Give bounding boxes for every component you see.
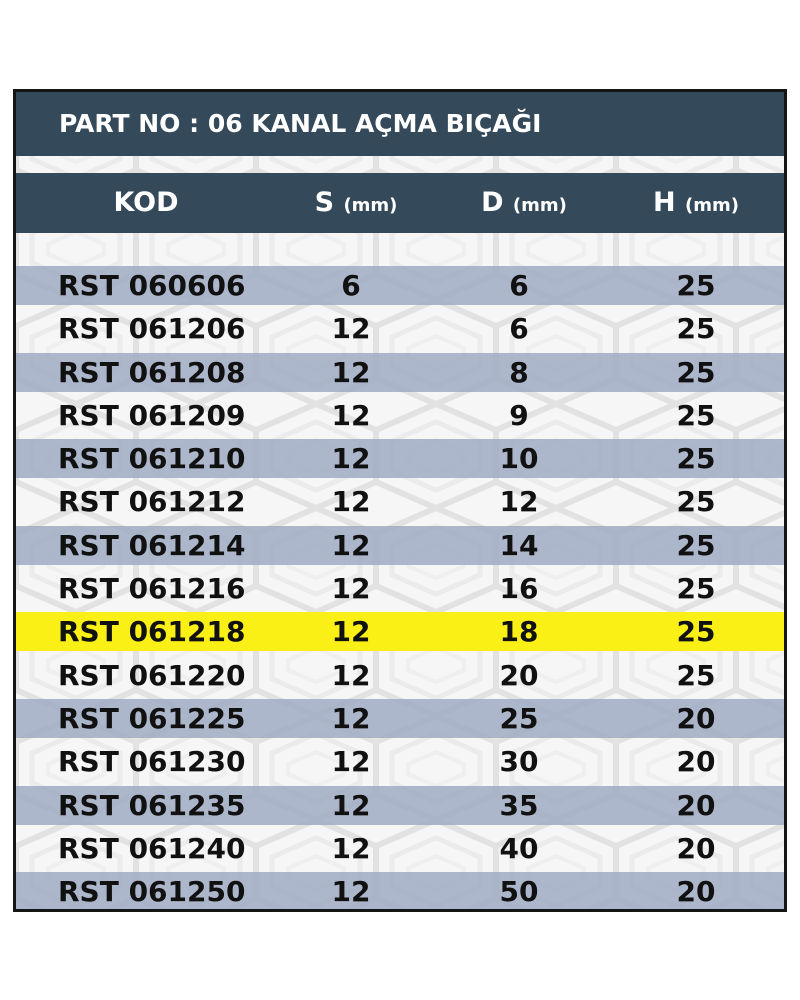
cell-d: 35 bbox=[499, 788, 539, 822]
header-s-label: S bbox=[314, 187, 335, 218]
table-row bbox=[16, 872, 784, 911]
cell-d: 14 bbox=[499, 528, 539, 562]
header-s bbox=[286, 173, 426, 233]
cell-d: 40 bbox=[499, 831, 539, 865]
cell-h: 20 bbox=[676, 831, 716, 865]
header-d-unit: (mm) bbox=[512, 195, 567, 216]
cell-h: 20 bbox=[676, 788, 716, 822]
cell-h: 20 bbox=[676, 701, 716, 735]
cell-d: 25 bbox=[499, 701, 539, 735]
cell-h: 25 bbox=[676, 312, 716, 346]
cell-h: 25 bbox=[676, 658, 716, 692]
cell-s: 12 bbox=[331, 312, 371, 346]
cell-s: 12 bbox=[331, 875, 371, 909]
cell-h: 25 bbox=[676, 269, 716, 302]
cell-h: 20 bbox=[676, 875, 716, 909]
table-row bbox=[16, 699, 784, 738]
table-row bbox=[16, 439, 784, 478]
cell-h: 25 bbox=[676, 485, 716, 519]
cell-h: 25 bbox=[676, 355, 716, 389]
cell-d: 50 bbox=[499, 875, 539, 909]
cell-kod: RST 061230 bbox=[58, 745, 246, 779]
cell-s: 12 bbox=[331, 788, 371, 822]
header-s-unit: (mm) bbox=[343, 195, 398, 216]
header-d-label: D bbox=[481, 187, 504, 218]
header-h-unit: (mm) bbox=[685, 195, 739, 216]
cell-d: 30 bbox=[499, 745, 539, 779]
cell-d: 6 bbox=[509, 312, 529, 346]
table-row bbox=[16, 569, 784, 608]
cell-h: 25 bbox=[676, 398, 716, 432]
cell-h: 25 bbox=[676, 442, 716, 476]
cell-s: 12 bbox=[331, 615, 371, 649]
cell-s: 12 bbox=[331, 485, 371, 519]
table-body bbox=[16, 266, 784, 912]
cell-d: 8 bbox=[509, 355, 529, 389]
header-h bbox=[626, 173, 766, 233]
header-kod-label: KOD bbox=[113, 187, 179, 218]
cell-d: 18 bbox=[499, 615, 539, 649]
product-table-panel bbox=[13, 89, 787, 912]
table-row bbox=[16, 482, 784, 521]
table-row bbox=[16, 742, 784, 781]
cell-s: 6 bbox=[341, 269, 361, 302]
cell-h: 20 bbox=[676, 745, 716, 779]
cell-d: 20 bbox=[499, 658, 539, 692]
cell-s: 12 bbox=[331, 572, 371, 606]
header-h-label: H bbox=[653, 187, 676, 218]
cell-kod: RST 061208 bbox=[58, 355, 246, 389]
cell-h: 25 bbox=[676, 572, 716, 606]
cell-s: 12 bbox=[331, 745, 371, 779]
header-kod bbox=[86, 173, 206, 233]
table-title: PART NO : 06 KANAL AÇMA BIÇAĞI bbox=[16, 92, 784, 156]
cell-kod: RST 061250 bbox=[58, 875, 246, 909]
cell-kod: RST 061206 bbox=[58, 312, 246, 346]
cell-kod: RST 061212 bbox=[58, 485, 246, 519]
table-row bbox=[16, 786, 784, 825]
table-row bbox=[16, 829, 784, 868]
cell-s: 12 bbox=[331, 355, 371, 389]
cell-h: 25 bbox=[676, 615, 716, 649]
cell-kod: RST 061216 bbox=[58, 572, 246, 606]
table-row bbox=[16, 612, 784, 651]
table-row bbox=[16, 526, 784, 565]
cell-d: 9 bbox=[509, 398, 529, 432]
cell-kod: RST 060606 bbox=[58, 269, 246, 302]
cell-kod: RST 061220 bbox=[58, 658, 246, 692]
cell-d: 12 bbox=[499, 485, 539, 519]
cell-s: 12 bbox=[331, 528, 371, 562]
cell-d: 10 bbox=[499, 442, 539, 476]
cell-s: 12 bbox=[331, 442, 371, 476]
cell-kod: RST 061209 bbox=[58, 398, 246, 432]
table-row bbox=[16, 353, 784, 392]
cell-kod: RST 061235 bbox=[58, 788, 246, 822]
table-row bbox=[16, 656, 784, 695]
cell-kod: RST 061218 bbox=[58, 615, 246, 649]
table-row bbox=[16, 309, 784, 348]
cell-s: 12 bbox=[331, 701, 371, 735]
table-row bbox=[16, 266, 784, 305]
cell-s: 12 bbox=[331, 658, 371, 692]
cell-kod: RST 061240 bbox=[58, 831, 246, 865]
cell-s: 12 bbox=[331, 831, 371, 865]
cell-s: 12 bbox=[331, 398, 371, 432]
table-header-row bbox=[16, 173, 784, 233]
table-row bbox=[16, 396, 784, 435]
cell-d: 16 bbox=[499, 572, 539, 606]
cell-h: 25 bbox=[676, 528, 716, 562]
cell-kod: RST 061214 bbox=[58, 528, 246, 562]
cell-kod: RST 061225 bbox=[58, 701, 246, 735]
cell-kod: RST 061210 bbox=[58, 442, 246, 476]
header-d bbox=[454, 173, 594, 233]
cell-d: 6 bbox=[509, 269, 529, 302]
